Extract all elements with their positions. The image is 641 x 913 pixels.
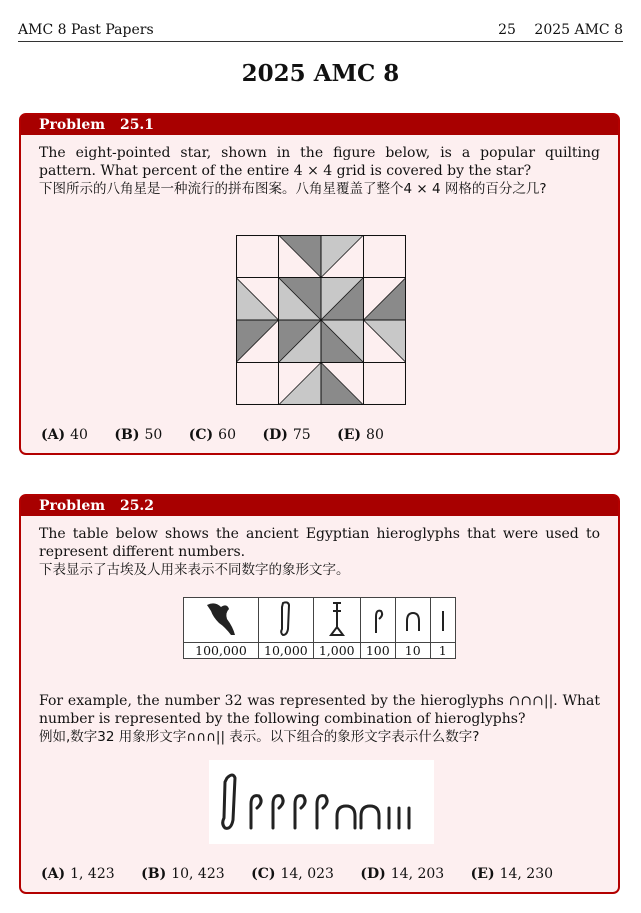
hieroglyph-combination-image xyxy=(209,760,434,844)
star-dark-piece xyxy=(364,278,407,321)
star-grid-figure xyxy=(236,235,406,405)
finger-glyph xyxy=(223,775,235,828)
table-value: 10 xyxy=(395,643,430,659)
answer-choices xyxy=(41,866,575,882)
choice-d[interactable]: (D) 75 xyxy=(262,427,311,443)
example-text-cn: 例如,数字32 用象形文字∩∩∩|| 表示。以下组合的象形文字表示什么数字? xyxy=(39,729,480,745)
table-value: 100 xyxy=(360,643,395,659)
problem-number: 25.2 xyxy=(119,498,155,514)
table-value: 1,000 xyxy=(313,643,360,659)
heel-glyph xyxy=(337,806,355,828)
table-value: 100,000 xyxy=(184,643,259,659)
page-header xyxy=(18,22,623,42)
problem-label: Problem xyxy=(39,498,106,514)
star-dark-piece xyxy=(279,235,322,278)
hieroglyph-heel xyxy=(395,598,430,643)
star-dark-piece xyxy=(236,320,279,363)
hieroglyph-coil xyxy=(360,598,395,643)
coil-glyph xyxy=(295,796,305,828)
problem-header xyxy=(21,115,618,135)
coil-glyph xyxy=(317,796,327,828)
hieroglyph-finger xyxy=(259,598,314,643)
problem-text xyxy=(21,525,618,579)
page-number: 25 xyxy=(498,22,516,38)
choice-c[interactable]: (C) 60 xyxy=(188,427,236,443)
table-value: 10,000 xyxy=(259,643,314,659)
hieroglyph-frog xyxy=(184,598,259,643)
coil-glyph xyxy=(273,796,283,828)
hieroglyph-table xyxy=(183,597,456,659)
problem-number: 25.1 xyxy=(119,117,155,133)
heel-glyph xyxy=(361,806,379,828)
hieroglyph-stroke xyxy=(430,598,455,643)
problem-text-cn: 下表显示了古埃及人用来表示不同数字的象形文字。 xyxy=(39,562,350,578)
star-light-piece xyxy=(364,320,407,363)
star-light-piece xyxy=(236,278,279,321)
problem-text-en: The table below shows the ancient Egyptian hieroglyphs that were used to represent different numbers. xyxy=(39,526,600,560)
choice-b[interactable]: (B) 50 xyxy=(114,427,163,443)
choice-b[interactable]: (B) 10, 423 xyxy=(141,866,225,882)
page-title: 2025 AMC 8 xyxy=(241,60,400,87)
example-text xyxy=(21,692,618,746)
coil-glyph xyxy=(251,796,261,828)
problem-box-25-2 xyxy=(19,494,620,894)
header-exam: 2025 AMC 8 xyxy=(534,22,623,38)
choice-a[interactable]: (A) 40 xyxy=(41,427,88,443)
table-value: 1 xyxy=(430,643,455,659)
example-text-en: For example, the number 32 was represented by the hieroglyphs ∩∩∩||. What number is represented by the following combination of hieroglyphs? xyxy=(39,693,600,727)
problem-label: Problem xyxy=(39,117,106,133)
choice-d[interactable]: (D) 14, 203 xyxy=(360,866,445,882)
choice-c[interactable]: (C) 14, 023 xyxy=(251,866,334,882)
star-light-piece xyxy=(321,235,364,278)
hieroglyph-lotus xyxy=(313,598,360,643)
problem-header xyxy=(21,496,618,516)
star-light-piece xyxy=(279,363,322,406)
star-dark-piece xyxy=(321,363,364,406)
answer-choices xyxy=(41,427,406,443)
problem-text-cn: 下图所示的八角星是一种流行的拼布图案。八角星覆盖了整个4 × 4 网格的百分之几? xyxy=(39,181,547,197)
problem-text-en: The eight-pointed star, shown in the figure below, is a popular quilting pattern. What percent of the entire 4 × 4 grid is covered by the star? xyxy=(39,145,600,179)
problem-text xyxy=(21,144,618,198)
choice-e[interactable]: (E) 14, 230 xyxy=(470,866,554,882)
problem-box-25-1 xyxy=(19,113,620,455)
header-left: AMC 8 Past Papers xyxy=(18,22,154,38)
choice-a[interactable]: (A) 1, 423 xyxy=(41,866,115,882)
header-right xyxy=(498,22,623,38)
choice-e[interactable]: (E) 80 xyxy=(337,427,384,443)
